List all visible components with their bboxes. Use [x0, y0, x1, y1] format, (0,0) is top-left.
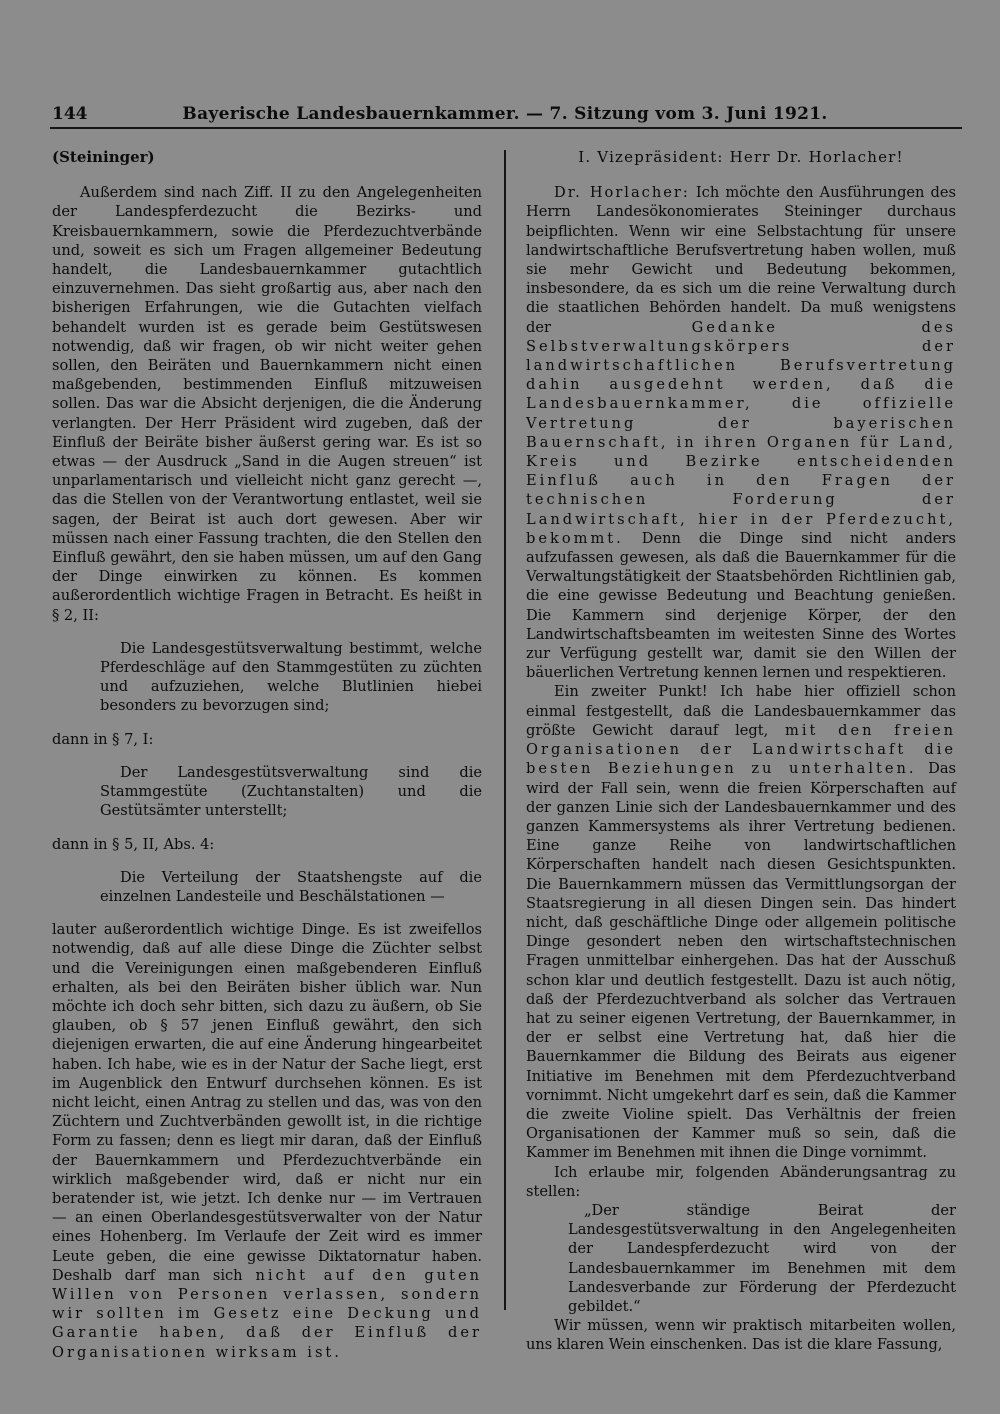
emphasized-text: Gedanke des Selbstverwaltungskörpers der landwirtschaftlichen Berufsvertretung dahin ausgedehnt werden, daß die Landesbauernkammer, die offizielle Vertretung der bayerischen Bauernschaft, in ihren Organen für Land, Kreis und Bezirke entscheidenden Einfluß auch in den Fragen der technischen Forderung der Landwirtschaft, hier in der Pferdezucht, bekommt.	[526, 318, 956, 547]
paragraph: dann in § 5, II, Abs. 4:	[52, 835, 215, 853]
paragraph-text: Ein zweiter Punkt! Ich habe hier offiziell schon einmal festgestellt, daß die Landesbauernkammer das größte Gewicht darauf legt,	[526, 683, 956, 739]
left-column	[52, 148, 482, 1362]
right-column	[526, 148, 956, 1355]
speaker-name: Dr. Horlacher:	[554, 184, 690, 202]
paragraph: Ich erlaube mir, folgenden Abänderungsantrag zu stellen:	[526, 1163, 956, 1200]
header-rule	[50, 127, 962, 129]
paragraph-text: lauter außerordentlich wichtige Dinge. Es ist zweifellos notwendig, daß auf alle diese Dinge die Züchter selbst und die Vereinigungen einen maßgebenderen Einfluß erhalten, als bei den Beiräten bisher üblich war. Nun möchte ich doch sehr bitten, sich dazu zu äußern, ob Sie glauben, ob § 57 jenen Einfluß gewährt, den sich diejenigen erwarten, die auf eine Änderung hingearbeitet haben. Ich habe, wie es in der Natur der Sache liegt, erst im Augenblick den Entwurf durchsehen können. Es ist nicht leicht, einen Antrag zu stellen und das, was von den Züchtern und Zuchtverbänden gewollt ist, in die richtige Form zu fassen; denn es liegt mir daran, daß der Einfluß der Bauernkammern und Pferdezuchtverbände ein wirklich maßgebender wird, daß er nicht nur ein beratender ist, wie jetzt. Ich denke nur — im Vertrauen — an einen Oberlandesgestütsverwalter von der Natur eines Hohenberg. Im Verlaufe der Zeit wird es immer Leute geben, die eine gewisse Diktatornatur haben. Deshalb darf man sich	[52, 921, 482, 1284]
quote: Die Landesgestütsverwaltung bestimmt, welche Pferdeschläge auf den Stammgestüten zu züchten und aufzuziehen, welche Blutlinien hiebei besonders zu bevorzugen sind;	[100, 639, 482, 715]
paragraph: Wir müssen, wenn wir praktisch mitarbeiten wollen, uns klaren Wein einschenken. Das ist die klare Fassung,	[526, 1317, 956, 1354]
paragraph	[52, 920, 482, 1362]
paragraph-text: Das wird der Fall sein, wenn die freien Körperschaften auf der ganzen Linie sich der Landesbauernkammer und des ganzen Kammersystems als ihrer Vertretung bedienen. Eine ganze Reihe von landwirtschaftlichen Körperschaften handelt nach diesen Gesichtspunkten. Die Bauernkammern müssen das Vermittlungsorgan der Staatsregierung in all diesen Dingen sein. Das hindert nicht, daß geschäftliche Dinge oder allgemein politische Dinge gesondert neben den wirtschaftstechnischen Fragen unmittelbar einhergehen. Das hat der Ausschuß schon klar und deutlich festgestellt. Dazu ist auch nötig, daß der Pferdezuchtverband als solcher das Vertrauen hat zu seiner eigenen Vertretung, der Bauernkammer, in der er selbst eine Vertretung hat, daß hier die Bauernkammer die Bildung des Beirats aus eigener Initiative im Benehmen mit dem Pferdezuchtverband vornimmt. Nicht umgekehrt darf es sein, daß die Kammer die zweite Violine spielt. Das Verhältnis der freien Organisationen der Kammer muß so sein, daß die Kammer im Benehmen mit ihnen die Dinge vornimmt.	[526, 760, 957, 1162]
speaker-label: (Steininger)	[52, 148, 155, 166]
paragraph-text: Denn die Dinge sind nicht anders aufzufassen gewesen, als daß die Bauernkammer für die Verwaltungstätigkeit der Staatsbehörden Richtlinien gab, die eine gewisse Bedeutung und Beachtung genießen. Die Kammern sind derjenige Körper, der den Landwirtschaftsbeamten im weitesten Sinne des Wortes zur Verfügung gestellt war, damit sie den Willen der bäuerlichen Vertretung kennen lernen und respektieren.	[526, 529, 957, 682]
quote: „Der ständige Beirat der Landesgestütsverwaltung in den Angelegenheiten der Landespferdezucht wird von der Landesbauernkammer im Benehmen mit dem Landesverbande zur Förderung der Pferdezucht gebildet.“	[568, 1201, 956, 1315]
paragraph	[526, 682, 956, 1162]
quote: Der Landesgestütsverwaltung sind die Stammgestüte (Zuchtanstalten) und die Gestütsämter unterstellt;	[100, 763, 482, 820]
paragraph: dann in § 7, I:	[52, 730, 154, 748]
running-head: Bayerische Landesbauernkammer. — 7. Sitzung vom 3. Juni 1921.	[182, 104, 828, 124]
column-divider	[504, 150, 506, 1310]
emphasized-text: nicht auf den guten Willen von Personen verlassen, sondern wir sollten im Gesetz eine Deckung und Garantie haben, daß der Einfluß der Organisationen wirksam ist.	[52, 1266, 483, 1361]
paragraph	[526, 183, 956, 682]
paragraph-text: Ich möchte den Ausführungen des Herrn Landesökonomierates Steininger durchaus beipflichten. Wenn wir eine Selbstachtung für unsere landwirtschaftliche Berufsvertretung haben wollen, muß sie mehr Gewicht und Bedeutung bekommen, insbesondere, da es sich um die reine Verwaltung durch die staatlichen Behörden handelt. Da muß wenigstens der	[526, 184, 957, 336]
quote: Die Verteilung der Staatshengste auf die einzelnen Landesteile und Beschälstationen —	[100, 868, 482, 905]
speaker-line: I. Vizepräsident: Herr Dr. Horlacher!	[578, 148, 904, 166]
paragraph: Außerdem sind nach Ziff. II zu den Angelegenheiten der Landespferdezucht die Bezirks- und Kreisbauernkammern, sowie die Pferdezuchtverbände und, soweit es sich um Fragen allgemeiner Bedeutung handelt, die Landesbauernkammer gutachtlich einzuvernehmen. Das sieht großartig aus, aber nach den bisherigen Erfahrungen, wie die Gutachten vielfach behandelt wurden ist es gerade beim Gestütswesen notwendig, daß wir fragen, ob wir nicht weiter gehen sollen, den Beiräten und Bauernkammern nicht einen maßgebenden, bestimmenden Einfluß mitzuweisen sollen. Das war die Absicht derjenigen, die die Änderung verlangten. Der Herr Präsident wird zugeben, daß der Einfluß der Beiräte bisher äußerst gering war. Es ist so etwas — der Ausdruck „Sand in die Augen streuen“ ist unparlamentarisch und vielleicht nicht ganz gerecht —, das die Stellen von der Verantwortung entlastet, weil sie sagen, der Beirat ist auch dort gewesen. Aber wir müssen nach einer Fassung trachten, die den Stellen den Einfluß gewährt, den sie haben müssen, um auf den Gang der Dinge einwirken zu können. Es kommen außerordentlich wichtige Fragen in Betracht. Es heißt in § 2, II:	[52, 184, 482, 624]
page-number: 144	[52, 104, 88, 124]
emphasized-text: mit den freien Organisationen der Landwirtschaft die besten Beziehungen zu unterhalten.	[526, 721, 956, 778]
